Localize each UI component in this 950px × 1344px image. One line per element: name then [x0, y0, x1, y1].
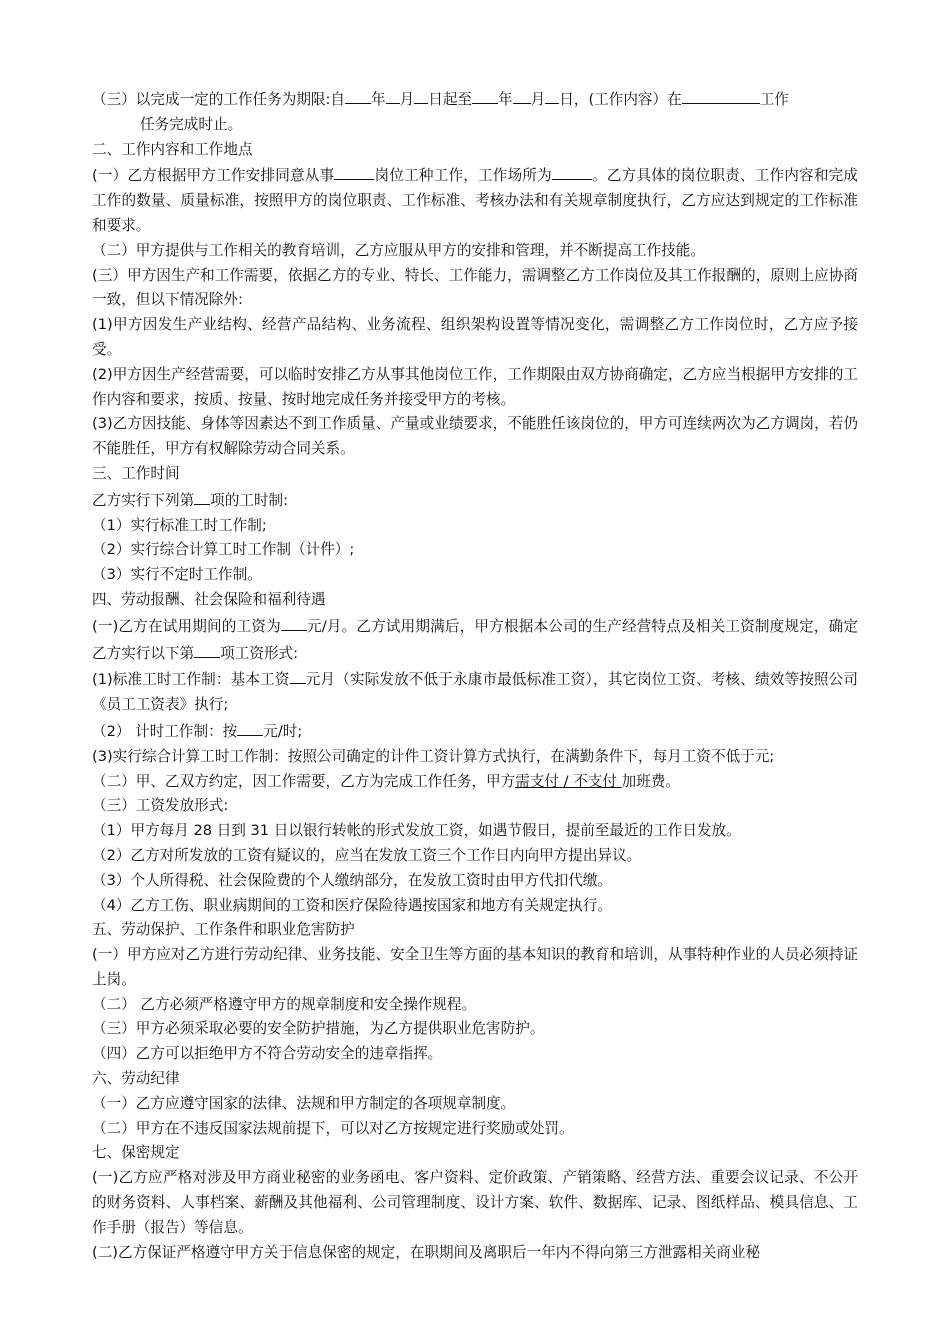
text-run: （3）实行不定时工作制。 — [92, 566, 262, 584]
fill-in-blank[interactable] — [386, 86, 400, 104]
text-run: 元月（实际发放不低于永康市最低标准工资），其它岗位工资、考核、绩效等按照公司《员工工资表》执行; — [92, 671, 858, 714]
paragraph-b8 — [92, 363, 858, 413]
text-run: 元/时; — [263, 722, 303, 740]
text-run: 。乙方具体的岗位职责、工作内容和完成工作的数量、质量标准，按照甲方的岗位职责、工作标准、考核办法和有关规章制度执行，乙方应达到规定的工作标准和要求。 — [92, 167, 858, 234]
text-run: 加班费。 — [621, 772, 681, 790]
text-run: （2）实行综合计算工时工作制（计件）; — [92, 541, 355, 559]
text-run: 七、保密规定 — [92, 1144, 180, 1162]
text-run: 日，(工作内容）在 — [559, 91, 682, 108]
paragraph-b13 — [92, 538, 858, 563]
text-run: (一)乙方应严格对涉及甲方商业秘密的业务函电、客户资料、定价政策、产销策略、经营方法、重要会议记录、不公开的财务资料、人事档案、薪酬及其他福利、公司管理制度、设计方案、软件、数据库、记录、图纸样品、模具信息、工作手册（报告）等信息。 — [92, 1169, 858, 1236]
text-run: 年 — [498, 91, 513, 108]
paragraph-b33 — [92, 1117, 858, 1142]
text-run: (一)乙方在试用期间的工资为 — [92, 617, 281, 635]
paragraph-b11 — [92, 487, 858, 514]
text-run: (一）乙方根据甲方工作安排同意从事 — [92, 167, 335, 185]
text-run: （一）乙方应遵守国家的法律、法规和甲方制定的各项规章制度。 — [92, 1094, 516, 1112]
paragraph-b28 — [92, 993, 858, 1018]
paragraph-b30 — [92, 1042, 858, 1067]
paragraph-b10 — [92, 462, 858, 487]
text-run: (二)乙方保证严格遵守甲方关于信息保密的规定，在职期间及离职后一年内不得向第三方泄露相关商业秘 — [92, 1243, 761, 1261]
text-run: （二）甲方在不违反国家法规前提下，可以对乙方按规定进行奖励或处罚。 — [92, 1119, 574, 1137]
underlined-option: 需支付 / 不支付 — [515, 772, 622, 790]
text-run: 岗位工种工作，工作场所为 — [374, 167, 552, 185]
text-run: (一）甲方应对乙方进行劳动纪律、业务技能、安全卫生等方面的基本知识的教育和培训，从事特种作业的人员必须持证上岗。 — [92, 946, 858, 988]
fill-in-blank[interactable] — [414, 86, 428, 104]
text-run: 二、工作内容和工作地点 — [92, 140, 253, 158]
paragraph-b31 — [92, 1067, 858, 1092]
text-run: （二） 乙方必须严格遵守甲方的规章制度和安全操作规程。 — [92, 995, 477, 1013]
text-run: (1)甲方因发生产业结构、经营产品结构、业务流程、组织架构设置等情况变化，需调整乙方工作岗位时，乙方应予接受。 — [92, 316, 858, 358]
fill-in-blank[interactable] — [281, 613, 307, 631]
paragraph-b12 — [92, 514, 858, 539]
text-run: (2)甲方因生产经营需要，可以临时安排乙方从事其他岗位工作，工作期限由双方协商确定，乙方应当根据甲方安排的工作内容和要求，按质、按量、按时地完成任务并接受甲方的考核。 — [92, 365, 858, 408]
text-run: 五、劳动保护、工作条件和职业危害防护 — [92, 921, 355, 939]
paragraph-b3 — [92, 138, 858, 163]
paragraph-b17 — [92, 666, 858, 718]
text-run: 元/月。乙方试用期满后，甲方根据本公司的生产经营特点及相关工资制度规定，确定乙方实行以下第 — [92, 617, 858, 662]
paragraph-b27 — [92, 943, 858, 993]
paragraph-b32 — [92, 1092, 858, 1117]
text-run: （二）甲、乙双方约定，因工作需要，乙方为完成工作任务，甲方 — [92, 772, 516, 790]
text-run: 月 — [530, 91, 546, 108]
text-run: 任务完成时止。 — [140, 115, 243, 133]
text-run: (3)实行综合计算工时工作制：按照公司确定的计件工资计算方式执行，在满勤条件下，每月工资不低于元; — [92, 747, 775, 765]
paragraph-b35 — [92, 1166, 858, 1240]
paragraph-b9 — [92, 412, 858, 462]
fill-in-blank[interactable] — [682, 86, 760, 104]
fill-in-blank[interactable] — [472, 86, 498, 104]
text-run: （1）实行标准工时工作制; — [92, 516, 267, 534]
text-run: (3)乙方因技能、身体等因素达不到工作质量、产量或业绩要求，不能胜任该岗位的，甲方可连续两次为乙方调岗，若仍不能胜任，甲方有权解除劳动合同关系。 — [92, 415, 858, 458]
paragraph-b7 — [92, 313, 858, 363]
text-run: 项工资形式: — [220, 644, 299, 662]
text-run: （三）甲方必须采取必要的安全防护措施，为乙方提供职业危害防护。 — [92, 1020, 545, 1038]
paragraph-b14 — [92, 563, 858, 588]
paragraph-b1 — [92, 86, 858, 113]
text-run: （二）甲方提供与工作相关的教育培训，乙方应服从甲方的安排和管理，并不断提高工作技能。 — [92, 241, 705, 259]
paragraph-b29 — [92, 1017, 858, 1042]
fill-in-blank[interactable] — [513, 86, 531, 104]
fill-in-blank[interactable] — [545, 86, 559, 104]
paragraph-b4 — [92, 162, 858, 238]
text-run: (1)标准工时工作制：基本工资 — [92, 671, 290, 689]
text-run: 项的工时制: — [210, 491, 289, 509]
text-run: （1）甲方每月 28 日到 31 日以银行转帐的形式发放工资，如遇节假日，提前至最近的工作日发放。 — [92, 822, 741, 840]
fill-in-blank[interactable] — [345, 86, 371, 104]
fill-in-blank[interactable] — [194, 487, 210, 505]
text-run: 四、劳动报酬、社会保险和福利待遇 — [92, 590, 326, 608]
text-run: 六、劳动纪律 — [92, 1070, 180, 1088]
fill-in-blank[interactable] — [290, 666, 306, 684]
text-run: （四）乙方可以拒绝甲方不符合劳动安全的违章指挥。 — [92, 1045, 443, 1063]
text-run: （3）个人所得税、社会保险费的个人缴纳部分，在发放工资时由甲方代扣代缴。 — [92, 871, 613, 889]
text-run: 乙方实行下列第 — [92, 491, 195, 509]
paragraph-b36 — [92, 1241, 858, 1266]
paragraph-b20 — [92, 770, 858, 795]
text-run: 月 — [399, 91, 415, 108]
paragraph-b18 — [92, 718, 858, 745]
text-run: 工作 — [759, 91, 789, 108]
paragraph-b6 — [92, 264, 858, 314]
paragraph-b19 — [92, 745, 858, 770]
fill-in-blank[interactable] — [194, 640, 220, 658]
text-run: (三）甲方因生产和工作需要，依据乙方的专业、特长、工作能力，需调整乙方工作岗位及其工作报酬的，原则上应协商一致，但以下情况除外: — [92, 266, 858, 309]
text-run: （三）工资发放形式: — [92, 797, 229, 815]
paragraph-b16 — [92, 613, 858, 667]
paragraph-b5 — [92, 239, 858, 264]
paragraph-b2 — [92, 113, 858, 138]
paragraph-b24 — [92, 869, 858, 894]
paragraph-b21 — [92, 794, 858, 819]
fill-in-blank[interactable] — [334, 162, 374, 180]
fill-in-blank[interactable] — [552, 162, 592, 180]
paragraph-b25 — [92, 894, 858, 919]
text-run: 三、工作时间 — [92, 464, 180, 482]
text-run: （2） 计时工作制：按 — [92, 722, 238, 740]
paragraph-b34 — [92, 1141, 858, 1166]
paragraph-b15 — [92, 588, 858, 613]
fill-in-blank[interactable] — [237, 718, 263, 736]
paragraph-b26 — [92, 918, 858, 943]
paragraph-b22 — [92, 819, 858, 844]
text-run: 年 — [371, 91, 386, 108]
text-run: （三）以完成一定的工作任务为期限:自 — [92, 91, 346, 108]
paragraph-b23 — [92, 844, 858, 869]
text-run: （4）乙方工伤、职业病期间的工资和医疗保险待遇按国家和地方有关规定执行。 — [92, 896, 613, 914]
text-run: 日起至 — [428, 91, 473, 108]
text-run: （2）乙方对所发放的工资有疑议的，应当在发放工资三个工作日内向甲方提出异议。 — [92, 846, 642, 864]
